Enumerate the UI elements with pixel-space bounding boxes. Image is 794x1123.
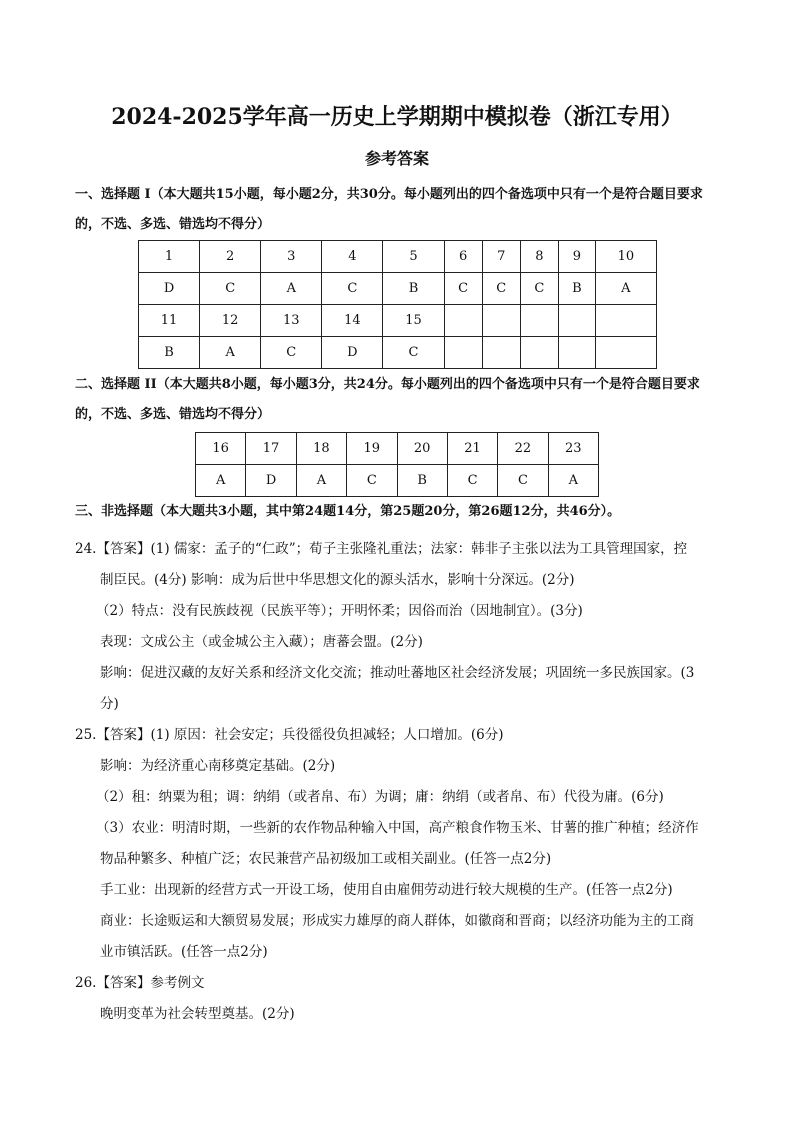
- answer-line: 晚明变革为社会转型奠基。(2分): [100, 1006, 295, 1022]
- table-cell: [558, 337, 595, 369]
- table-cell: [558, 305, 595, 337]
- table-cell: [482, 337, 520, 369]
- table-cell: [444, 337, 482, 369]
- table-row: [196, 465, 599, 497]
- page-subtitle: 参考答案: [364, 149, 429, 168]
- table-cell: B: [139, 337, 200, 369]
- table-cell: D: [246, 465, 296, 497]
- table-cell: 13: [261, 305, 322, 337]
- table-cell: A: [200, 337, 261, 369]
- table-cell: 3: [261, 241, 322, 273]
- answer-line: （2）特点：没有民族歧视（民族平等）；开明怀柔；因俗而治（因地制宜）。(3分): [96, 603, 583, 619]
- table-cell: 9: [558, 241, 595, 273]
- table-cell: 19: [347, 433, 397, 465]
- table-cell: 6: [444, 241, 482, 273]
- table-cell: 17: [246, 433, 296, 465]
- section-3-heading: 三、非选择题（本大题共3小题，其中第24题14分，第25题20分，第26题12分，共46分）。: [75, 504, 621, 519]
- table-row: [139, 337, 657, 369]
- table-cell: C: [347, 465, 397, 497]
- table-row: [139, 273, 657, 305]
- table-cell: 15: [383, 305, 444, 337]
- answer-line: 24.【答案】(1) 儒家：孟子的“仁政”；荀子主张隆礼重法；法家：韩非子主张以法为工具管理国家，控: [75, 541, 688, 557]
- answer-line: 表现：文成公主（或金城公主入藏）；唐蕃会盟。(2分): [100, 634, 423, 650]
- table-cell: 7: [482, 241, 520, 273]
- table-cell: 20: [397, 433, 447, 465]
- table-cell: 11: [139, 305, 200, 337]
- answer-line: 影响：促进汉藏的友好关系和经济文化交流；推动吐蕃地区社会经济发展；巩固统一多民族国家。(3: [100, 665, 695, 681]
- table-cell: D: [322, 337, 383, 369]
- table-cell: 18: [296, 433, 346, 465]
- table-cell: 10: [595, 241, 656, 273]
- table-cell: 2: [200, 241, 261, 273]
- table-cell: 4: [322, 241, 383, 273]
- table-cell: 12: [200, 305, 261, 337]
- page-title: 2024-2025学年高一历史上学期期中模拟卷（浙江专用）: [111, 104, 683, 130]
- answer-line: 影响：为经济重心南移奠定基础。(2分): [100, 758, 336, 774]
- table-cell: 22: [498, 433, 548, 465]
- answer-line: （3）农业：明清时期，一些新的农作物品种输入中国，高产粮食作物玉米、甘薯的推广种植；经济作: [96, 820, 699, 836]
- table-cell: A: [261, 273, 322, 305]
- answer-line: 物品种繁多、种植广泛；农民兼营产品初级加工或相关副业。(任答一点2分): [100, 851, 552, 867]
- table-cell: 5: [383, 241, 444, 273]
- table-cell: C: [498, 465, 548, 497]
- table-cell: C: [261, 337, 322, 369]
- table-cell: [595, 337, 656, 369]
- answer-line: 手工业：出现新的经营方式一开设工场，使用自由雇佣劳动进行较大规模的生产。(任答一点2分): [100, 882, 673, 898]
- table-cell: C: [447, 465, 497, 497]
- section-1-heading: 一、选择题 I（本大题共15小题，每小题2分，共30分。每小题列出的四个备选项中只有一个是符合题目要求的，不选、多选、错选均不得分）: [75, 187, 703, 232]
- table-cell: [520, 305, 558, 337]
- table-cell: 8: [520, 241, 558, 273]
- table-row: [196, 433, 599, 465]
- table-row: [139, 305, 657, 337]
- table-cell: A: [196, 465, 246, 497]
- table-cell: 23: [548, 433, 598, 465]
- table-cell: 14: [322, 305, 383, 337]
- table-cell: A: [548, 465, 598, 497]
- table-cell: A: [595, 273, 656, 305]
- answer-line: 分): [100, 696, 119, 712]
- answer-line: 商业：长途贩运和大额贸易发展；形成实力雄厚的商人群体，如徽商和晋商；以经济功能为主的工商: [100, 913, 694, 929]
- answer-line: （2）租：纳粟为租；调：纳绢（或者帛、布）为调；庸：纳绢（或者帛、布）代役为庸。(6分): [96, 789, 664, 805]
- table-cell: C: [520, 273, 558, 305]
- table-cell: C: [482, 273, 520, 305]
- table-cell: 1: [139, 241, 200, 273]
- table-cell: B: [383, 273, 444, 305]
- table-cell: [520, 337, 558, 369]
- section-2-heading: 二、选择题 II（本大题共8小题，每小题3分，共24分。每小题列出的四个备选项中只有一个是符合题目要求的，不选、多选、错选均不得分）: [75, 377, 700, 422]
- table-cell: [444, 305, 482, 337]
- answer-table-1: [138, 240, 657, 369]
- table-cell: [595, 305, 656, 337]
- table-cell: 16: [196, 433, 246, 465]
- table-cell: B: [558, 273, 595, 305]
- table-cell: [482, 305, 520, 337]
- table-cell: D: [139, 273, 200, 305]
- answer-table-2: [195, 432, 599, 497]
- table-cell: C: [322, 273, 383, 305]
- answer-line: 业市镇活跃。(任答一点2分): [100, 944, 268, 960]
- answer-line: 制臣民。(4分) 影响：成为后世中华思想文化的源头活水，影响十分深远。(2分): [100, 572, 575, 588]
- answer-line: 25.【答案】(1) 原因：社会安定；兵役徭役负担减轻；人口增加。(6分): [75, 727, 504, 743]
- table-cell: C: [444, 273, 482, 305]
- table-cell: B: [397, 465, 447, 497]
- table-cell: C: [200, 273, 261, 305]
- table-cell: A: [296, 465, 346, 497]
- table-cell: 21: [447, 433, 497, 465]
- answer-line: 26.【答案】参考例文: [75, 975, 205, 991]
- table-row: [139, 241, 657, 273]
- table-cell: C: [383, 337, 444, 369]
